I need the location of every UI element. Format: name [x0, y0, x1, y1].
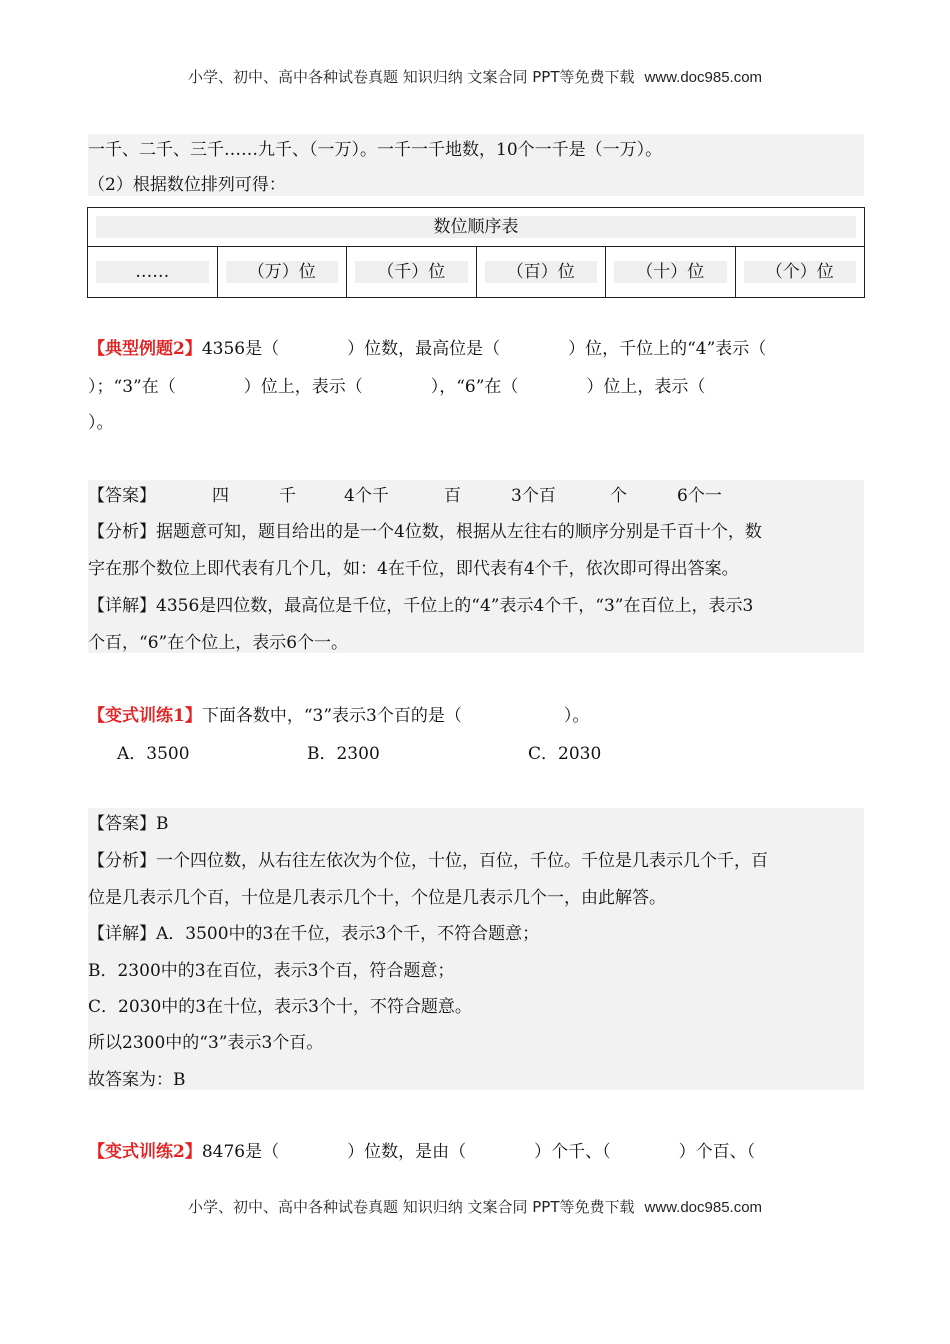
answer-value: 3个百 [511, 486, 556, 506]
variant1-detail-4: 所以2300中的“3”表示3个百。 [88, 1033, 324, 1053]
variant1-option-b: B．2300 [307, 744, 380, 764]
example2-tag: 【典型例题2】 [88, 339, 202, 359]
variant2-text: 8476是（ ）位数，是由（ ）个千、（ ）个百、（ [201, 1142, 756, 1162]
variant1-analysis-2: 位是几表示几个百，十位是几表示几个十，个位是几表示几个一，由此解答。 [88, 888, 666, 908]
table-cell: （千）位 [347, 247, 477, 298]
page-footer [0, 1196, 950, 1217]
table-cell: （百）位 [476, 247, 606, 298]
variant1-option-c: C．2030 [528, 744, 602, 764]
example2-analysis-2: 字在那个数位上即代表有几个几，如：4在千位，即代表有4个千，依次即可得出答案。 [88, 559, 739, 579]
answer-value: 个 [610, 486, 627, 506]
intro-line-1: 一千、二千、三千……九千、（一万）。一千一千地数，10个一千是（一万）。 [88, 140, 663, 160]
footer-url[interactable]: www.doc985.com [644, 1199, 763, 1216]
answer-value: 6个一 [677, 486, 722, 506]
header-text: 小学、初中、高中各种试卷真题 知识归纳 文案合同 PPT等免费下载 [187, 68, 635, 86]
variant1-question [88, 705, 589, 727]
page-header [0, 66, 950, 87]
table-title: 数位顺序表 [96, 216, 856, 238]
example2-line-3: ）。 [88, 413, 114, 433]
example2-detail-1: 【详解】4356是四位数，最高位是千位，千位上的“4”表示4个千，“3”在百位上，表示3 [88, 596, 754, 616]
table-cell: …… [88, 247, 218, 298]
variant1-analysis-1: 【分析】一个四位数，从右往左依次为个位，十位，百位，千位。千位是几表示几个千，百 [88, 851, 768, 871]
table-title-cell [88, 208, 865, 247]
table-cell: （万）位 [217, 247, 347, 298]
variant2-question [88, 1141, 755, 1163]
table-cell: （个）位 [735, 247, 865, 298]
example2-line-1 [88, 338, 766, 360]
variant1-tag: 【变式训练1】 [88, 706, 202, 726]
answer-tag: 【答案】 [88, 486, 156, 506]
table-cell: （十）位 [606, 247, 736, 298]
variant1-detail-1: 【详解】A．3500中的3在千位，表示3个千，不符合题意； [88, 924, 540, 944]
footer-text: 小学、初中、高中各种试卷真题 知识归纳 文案合同 PPT等免费下载 [187, 1198, 635, 1216]
variant1-text: 下面各数中，“3”表示3个百的是（ ）。 [201, 706, 590, 726]
example2-analysis-1: 【分析】据题意可知，题目给出的是一个4位数，根据从左往右的顺序分别是千百十个，数 [88, 522, 762, 542]
variant2-tag: 【变式训练2】 [88, 1142, 202, 1162]
variant1-detail-2: B．2300中的3在百位，表示3个百，符合题意； [88, 961, 455, 981]
intro-line-2: （2）根据数位排列可得： [88, 175, 286, 195]
example2-text-1: 4356是（ ）位数，最高位是（ ）位，千位上的“4”表示（ [201, 339, 767, 359]
variant1-option-a: A．3500 [117, 744, 190, 764]
variant1-answer: 【答案】B [88, 814, 169, 834]
variant1-detail-5: 故答案为：B [88, 1070, 186, 1090]
answer-value: 百 [444, 486, 461, 506]
answer-value: 千 [279, 486, 296, 506]
example2-detail-2: 个百，“6”在个位上，表示6个一。 [88, 633, 349, 653]
header-url[interactable]: www.doc985.com [644, 69, 763, 86]
example2-answer-line [88, 485, 722, 507]
answer-value: 四 [212, 486, 229, 506]
example2-line-2: ）；“3”在（ ）位上，表示（ ），“6”在（ ）位上，表示（ [88, 377, 706, 397]
place-value-table [87, 207, 865, 298]
variant1-detail-3: C．2030中的3在十位，表示3个十，不符合题意。 [88, 997, 472, 1017]
answer-value: 4个千 [344, 486, 389, 506]
